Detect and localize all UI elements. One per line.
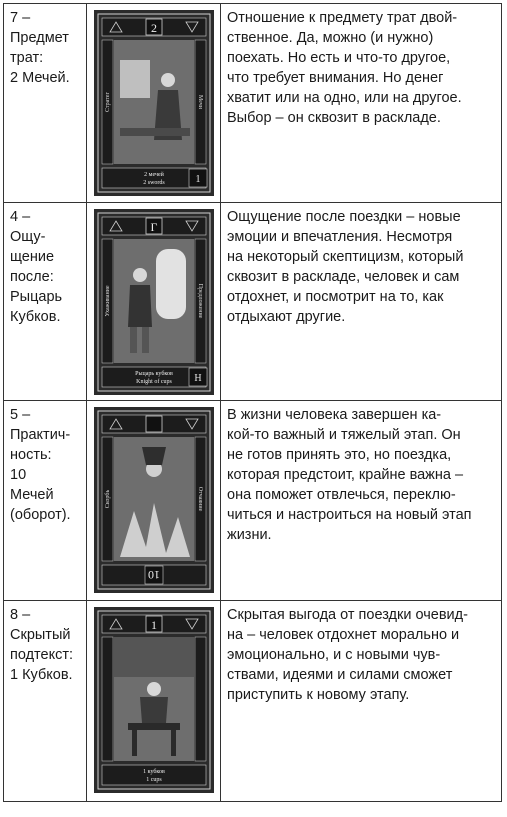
figure-head (161, 73, 175, 87)
card-top-number: Г (150, 220, 157, 234)
card-caption: 2 мечей (143, 172, 164, 178)
card-side-right-label: Предложение (196, 283, 203, 319)
table-leg (171, 730, 176, 756)
card-caption: 1 cups (145, 777, 162, 783)
position-label: 8 – Скрытый подтекст: 1 Кубков. (10, 607, 74, 683)
position-cell (4, 401, 87, 601)
spread-row-4 (4, 601, 502, 802)
card-side-left-label-group (105, 92, 111, 112)
description-cell (221, 4, 502, 203)
description-text: В жизни человека завершен ка- кой-то важный и тяжелый этап. Он не готов принять это, но поездка, которая предстоит, крайне важна – она поможет отвлечься, переклю- читься и настроиться на новый этап жизни. (227, 407, 472, 543)
card-side-left-label: Стратег (104, 92, 111, 112)
card-caption: 2 swords (142, 180, 165, 186)
window-shape (120, 60, 150, 98)
position-cell (4, 601, 87, 802)
card-side-left-label: Скорбь (104, 489, 111, 509)
swords-card-icon (94, 407, 214, 593)
doorway-shape (156, 249, 186, 319)
card-side-left (102, 637, 113, 761)
card-caption: Рыцарь кубков (134, 371, 173, 377)
table-shape (120, 128, 190, 136)
position-label: 5 – Практич- ность: 10 Мечей (оборот). (10, 407, 71, 523)
card-cell (87, 601, 221, 802)
card-reversed-number: 10 (147, 568, 160, 582)
figure-body (128, 285, 152, 327)
figure-body (142, 447, 166, 465)
card-caption: Knight of cups (135, 379, 172, 385)
card-bottom-number: 1 (195, 174, 200, 185)
table-leg (132, 730, 137, 756)
description-cell (221, 601, 502, 802)
card-cell (87, 4, 221, 203)
card-number-box (146, 416, 162, 432)
card-caption: 1 кубков (142, 769, 165, 775)
spread-row-2 (4, 203, 502, 401)
card-side-right-label-group (197, 95, 203, 110)
figure-head (133, 268, 147, 282)
description-cell (221, 203, 502, 401)
cups-card-icon (94, 607, 214, 793)
card-side-right-label: Мечи (196, 95, 203, 109)
tarot-spread-table (3, 3, 502, 802)
card-side-right-label-group (197, 284, 203, 319)
card-side-left-label: Ухаживание (104, 285, 111, 317)
wall-shape (114, 637, 194, 677)
figure-leg (130, 327, 137, 353)
card-top-number: 1 (150, 618, 157, 632)
description-cell (221, 401, 502, 601)
position-cell (4, 4, 87, 203)
card-cell (87, 401, 221, 601)
description-text: Ощущение после поездки – новые эмоции и впечатления. Несмотря на некоторый скептицизм, который сквозит в раскладе, человек и сам отдохнет, и посмотрит на то, как отдыхают другие. (227, 209, 464, 325)
figure-head (147, 682, 161, 696)
card-side-right-label-group (197, 487, 203, 512)
card-side-right (195, 637, 206, 761)
cups-card-icon (94, 209, 214, 395)
spread-row-1 (4, 4, 502, 203)
card-side-right-label: Отчаяние (196, 486, 203, 512)
description-text: Скрытая выгода от поездки очевид- на – человек отдохнет морально и эмоционально, и с новыми чув- ствами, идеями и силами сможет приступить к новому этапу. (227, 607, 468, 703)
position-cell (4, 203, 87, 401)
position-label: 7 – Предмет трат: 2 Мечей. (10, 10, 70, 86)
card-side-left-label-group (104, 490, 111, 509)
figure-body (140, 697, 168, 723)
spread-row-3 (4, 401, 502, 601)
card-top-number: 2 (150, 21, 157, 35)
figure-leg (142, 327, 149, 353)
card-side-left-label-group (105, 285, 111, 316)
card-bottom-number: Н (193, 373, 202, 384)
position-label: 4 – Ощу- щение после: Рыцарь Кубков. (10, 209, 63, 325)
table-shape (128, 723, 180, 730)
description-text: Отношение к предмету трат двой- ственное. Да, можно (и нужно) поехать. Но есть и что-то другое, что требует внимания. Но денег хватит или на одно, или на другое. Выбор – он сквозит в раскладе. (227, 10, 462, 126)
swords-card-icon (94, 10, 214, 196)
card-cell (87, 203, 221, 401)
card-art (114, 40, 194, 164)
